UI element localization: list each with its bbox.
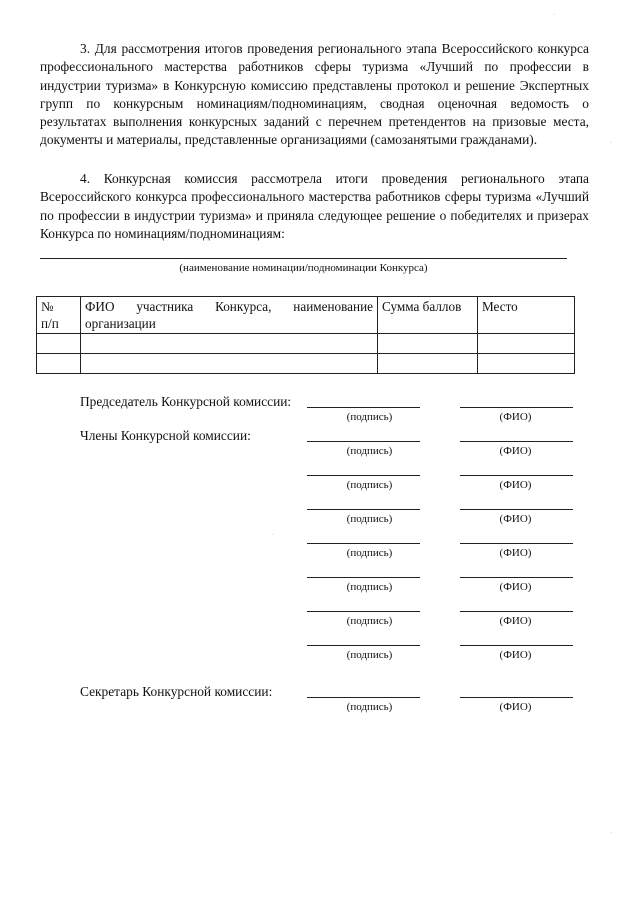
table-cell — [378, 334, 478, 354]
name-line — [460, 475, 573, 476]
signature-line — [307, 509, 420, 510]
secretary-label: Секретарь Конкурсной комиссии: — [80, 684, 273, 699]
name-caption: (ФИО) — [499, 411, 532, 423]
table-cell — [81, 354, 378, 374]
nomination-fill-line — [40, 258, 567, 259]
header-number — [37, 297, 81, 334]
name-caption: (ФИО) — [499, 649, 532, 661]
signature-line — [307, 645, 420, 646]
nomination-caption: (наименование номинации/подноминации Конкурса) — [179, 262, 428, 274]
results-table — [36, 296, 575, 374]
name-caption: (ФИО) — [499, 479, 532, 491]
name-line — [460, 509, 573, 510]
table-cell — [37, 334, 81, 354]
header-number-line2: п/п — [41, 316, 59, 331]
signature-line — [307, 577, 420, 578]
name-line — [460, 611, 573, 612]
name-caption: (ФИО) — [499, 445, 532, 457]
header-number-line1: № — [41, 299, 54, 314]
scan-speck: · — [610, 830, 612, 836]
table-cell — [37, 354, 81, 374]
signature-caption: (подпись) — [346, 581, 393, 593]
name-caption: (ФИО) — [499, 701, 532, 713]
table-cell — [478, 334, 575, 354]
signature-caption: (подпись) — [346, 411, 393, 423]
name-caption: (ФИО) — [499, 547, 532, 559]
table-cell — [378, 354, 478, 374]
signature-line — [307, 475, 420, 476]
scan-speck: · — [610, 140, 612, 146]
signature-line — [307, 543, 420, 544]
scan-speck: · — [272, 532, 274, 538]
scan-speck: · — [553, 12, 555, 18]
name-caption: (ФИО) — [499, 513, 532, 525]
name-line — [460, 543, 573, 544]
signature-caption: (подпись) — [346, 701, 393, 713]
table-header-row — [37, 297, 575, 334]
header-score: Сумма баллов — [378, 297, 478, 334]
signature-caption: (подпись) — [346, 649, 393, 661]
table-cell — [478, 354, 575, 374]
table-row — [37, 354, 575, 374]
name-line — [460, 645, 573, 646]
signature-caption: (подпись) — [346, 445, 393, 457]
signature-caption: (подпись) — [346, 547, 393, 559]
header-participant — [81, 297, 378, 334]
paragraph-4: 4. Конкурсная комиссия рассмотрела итоги проведения регионального этапа Всероссийского конкурса профессионального мастерства работников сферы туризма «Лучший по профессии в индустрии туризма» и приняла следующее решение о победителях и призерах Конкурса по номинациям/подноминациям: — [40, 171, 589, 241]
signature-caption: (подпись) — [346, 615, 393, 627]
members-label: Члены Конкурсной комиссии: — [80, 428, 251, 443]
signature-line — [307, 407, 420, 408]
name-caption: (ФИО) — [499, 581, 532, 593]
name-line — [460, 697, 573, 698]
signature-line — [307, 611, 420, 612]
header-participant-line2: организации — [85, 316, 156, 331]
name-line — [460, 577, 573, 578]
signature-line — [307, 697, 420, 698]
chairman-label: Председатель Конкурсной комиссии: — [80, 394, 292, 409]
header-place: Место — [478, 297, 575, 334]
signature-line — [307, 441, 420, 442]
name-line — [460, 407, 573, 408]
table-row — [37, 334, 575, 354]
name-caption: (ФИО) — [499, 615, 532, 627]
name-line — [460, 441, 573, 442]
signature-caption: (подпись) — [346, 479, 393, 491]
signature-caption: (подпись) — [346, 513, 393, 525]
header-participant-line1: ФИО участника Конкурса, наименование — [85, 299, 373, 314]
paragraph-3: 3. Для рассмотрения итогов проведения регионального этапа Всероссийского конкурса профессионального мастерства работников сферы туризма «Лучший по профессии в индустрии туризма» в Конкурсную комиссию представлены протокол и решение Экспертных групп по конкурсным номинациям/подноминациям, сводная оценочная ведомость о результатах выполнения конкурсных заданий с перечнем претендентов на призовые места, документы и материалы, представленные организациями (самозанятыми гражданами). — [40, 41, 589, 148]
table-cell — [81, 334, 378, 354]
